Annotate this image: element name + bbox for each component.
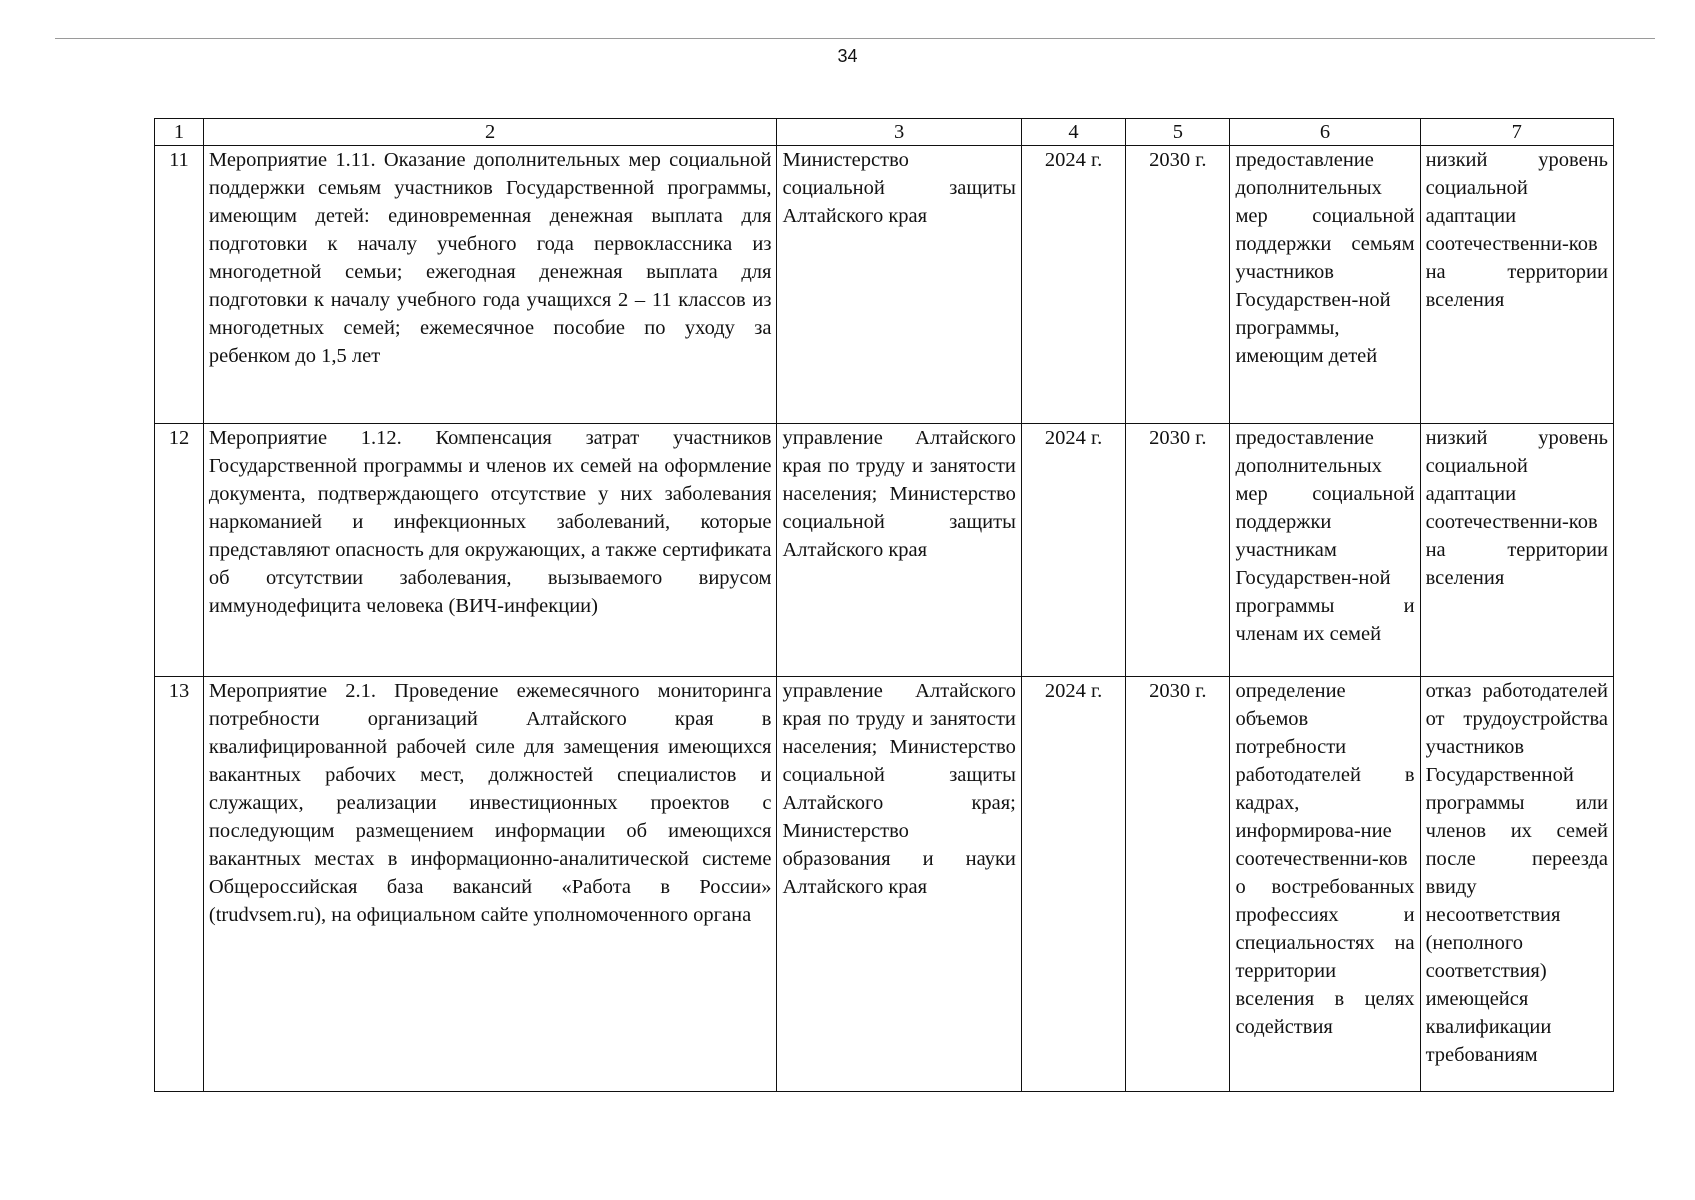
table-row <box>155 146 1614 424</box>
header-row <box>155 119 1614 146</box>
measure-cell: Мероприятие 2.1. Проведение ежемесячного мониторинга потребности организаций Алтайского края в квалифицированной рабочей силе для замещения имеющихся вакантных рабочих мест, должностей специалистов и служащих, реализации инвестиционных проектов с последующим размещением информации об имеющихся вакантных местах в информационно-аналитической системе Общероссийская база вакансий «Работа в России» (trudvsem.ru), на официальном сайте уполномоченного органа <box>203 677 777 1092</box>
header-col-4: 4 <box>1021 119 1125 146</box>
scan-edge-line <box>55 38 1655 39</box>
row-number: 12 <box>155 424 204 677</box>
row-number: 11 <box>155 146 204 424</box>
risk-cell: отказ работодателей от трудоустройства участников Государственной программы или членов их семей после переезда ввиду несоответствия (неполного соответствия) имеющейся квалификации требованиям <box>1420 677 1613 1092</box>
header-col-6: 6 <box>1230 119 1420 146</box>
measures-table <box>154 118 1614 1092</box>
executor-cell: управление Алтайского края по труду и занятости населения; Министерство социальной защиты Алтайского края; Министерство образования и науки Алтайского края <box>777 677 1021 1092</box>
result-cell: определение объемов потребности работодателей в кадрах, информирова-ние соотечественни-ков о востребованных профессиях и специальностях на территории вселения в целях содействия <box>1230 677 1420 1092</box>
measure-cell: Мероприятие 1.11. Оказание дополнительных мер социальной поддержки семьям участников Государственной программы, имеющим детей: единовременная денежная выплата для подготовки к началу учебного года первоклассника из многодетной семьи; ежегодная денежная выплата для подготовки к началу учебного года учащихся 2 – 11 классов из многодетных семей; ежемесячное пособие по уходу за ребенком до 1,5 лет <box>203 146 777 424</box>
start-year-cell: 2024 г. <box>1021 677 1125 1092</box>
end-year-cell: 2030 г. <box>1126 677 1230 1092</box>
end-year-cell: 2030 г. <box>1126 146 1230 424</box>
header-col-5: 5 <box>1126 119 1230 146</box>
executor-cell: управление Алтайского края по труду и занятости населения; Министерство социальной защиты Алтайского края <box>777 424 1021 677</box>
table-row <box>155 424 1614 677</box>
start-year-cell: 2024 г. <box>1021 424 1125 677</box>
header-col-1: 1 <box>155 119 204 146</box>
risk-cell: низкий уровень социальной адаптации соотечественни-ков на территории вселения <box>1420 424 1613 677</box>
start-year-cell: 2024 г. <box>1021 146 1125 424</box>
measure-cell: Мероприятие 1.12. Компенсация затрат участников Государственной программы и членов их семей на оформление документа, подтверждающего отсутствие у них заболевания наркоманией и инфекционных заболеваний, которые представляют опасность для окружающих, а также сертификата об отсутствии заболевания, вызываемого вирусом иммунодефицита человека (ВИЧ-инфекции) <box>203 424 777 677</box>
end-year-cell: 2030 г. <box>1126 424 1230 677</box>
header-col-7: 7 <box>1420 119 1613 146</box>
executor-cell: Министерство социальной защиты Алтайского края <box>777 146 1021 424</box>
header-col-2: 2 <box>203 119 777 146</box>
risk-cell: низкий уровень социальной адаптации соотечественни-ков на территории вселения <box>1420 146 1613 424</box>
result-cell: предоставление дополнительных мер социальной поддержки участникам Государствен-ной программы и членам их семей <box>1230 424 1420 677</box>
row-number: 13 <box>155 677 204 1092</box>
page-number: 34 <box>837 46 858 66</box>
header-col-3: 3 <box>777 119 1021 146</box>
result-cell: предоставление дополнительных мер социальной поддержки семьям участников Государствен-ной программы, имеющим детей <box>1230 146 1420 424</box>
table-row <box>155 677 1614 1092</box>
